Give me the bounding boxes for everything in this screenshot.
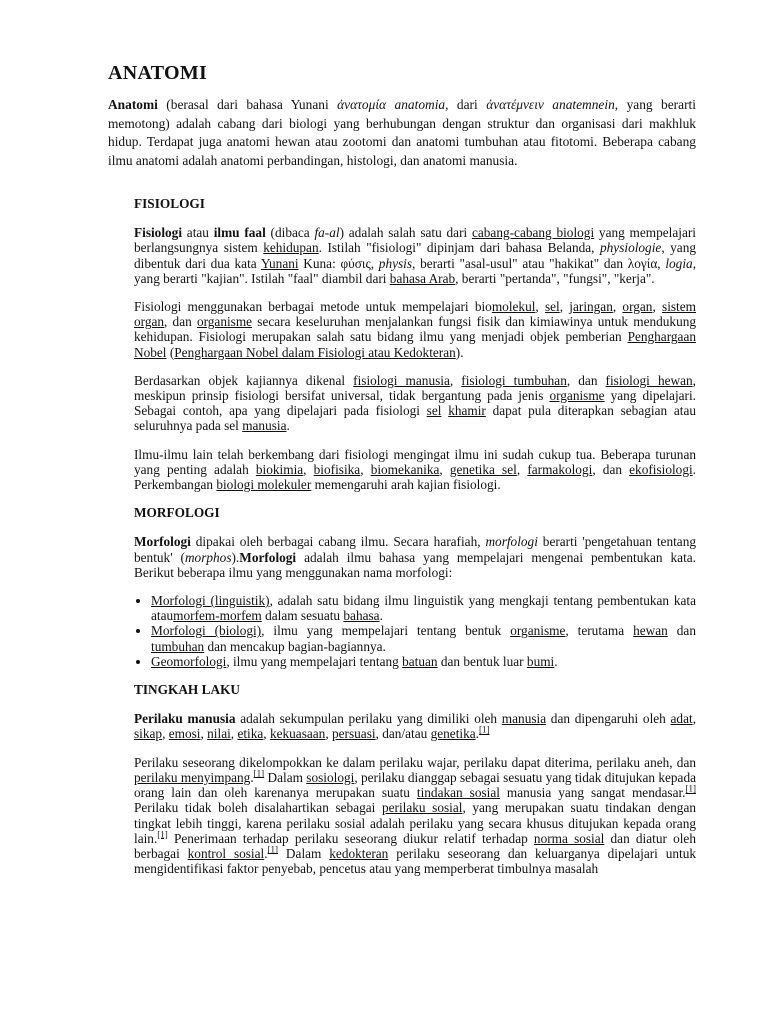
text: , dan bbox=[592, 461, 630, 477]
link[interactable]: kontrol sosial bbox=[187, 845, 265, 861]
link[interactable]: batuan bbox=[402, 653, 438, 669]
text: yang dipelajari. Sebagai contoh, apa yang dipelajari pada fisiologi bbox=[134, 388, 697, 419]
link[interactable]: Geomorfologi bbox=[151, 653, 227, 669]
tingkah-paragraph-1 bbox=[134, 711, 696, 741]
text: dipakai oleh berbagai cabang ilmu. Secara harafiah, bbox=[190, 534, 486, 550]
text: Penerimaan terhadap perilaku seseorang diukur relatif terhadap bbox=[167, 830, 534, 846]
section-heading-morfologi: MORFOLOGI bbox=[134, 505, 220, 521]
link[interactable]: kehidupan bbox=[263, 240, 319, 256]
text: Perilaku tidak boleh disalahartikan sebagai bbox=[134, 800, 382, 816]
link[interactable]: organ bbox=[622, 299, 653, 315]
text: dan diatur oleh berbagai bbox=[134, 830, 696, 861]
link[interactable]: bahasa Arab bbox=[389, 270, 456, 286]
morfologi-paragraph-1 bbox=[134, 534, 696, 580]
link[interactable]: bahasa bbox=[343, 608, 380, 624]
citation-label[interactable]: [1] bbox=[267, 844, 279, 855]
text: Perilaku seseorang dikelompokkan ke dalam perilaku wajar, perilaku dapat diterima, perilaku aneh, dan bbox=[134, 754, 696, 770]
text: , dari bbox=[445, 97, 487, 112]
link[interactable]: cabang-cabang biologi bbox=[471, 225, 595, 241]
citation-label[interactable]: [1] bbox=[478, 725, 490, 736]
list-item bbox=[151, 654, 696, 669]
text: secara keseluruhan menjalankan fungsi fisik dan kimiawinya untuk mendukung kehidupan. Fisiologi merupakan salah satu bidang ilmu yang menjadi objek pemberian bbox=[134, 314, 697, 345]
text: logia bbox=[665, 255, 693, 271]
term: Morfologi bbox=[134, 534, 191, 550]
link[interactable]: manusia bbox=[242, 418, 287, 434]
link[interactable]: emosi bbox=[168, 726, 201, 742]
link[interactable]: kekuasaan bbox=[269, 726, 326, 742]
link[interactable]: sel bbox=[544, 299, 560, 315]
text: , bbox=[200, 726, 208, 742]
text: , yang dibentuk dari dua kata bbox=[134, 240, 697, 271]
text: , bbox=[612, 299, 623, 315]
section-heading-fisiologi: FISIOLOGI bbox=[134, 196, 205, 211]
link[interactable]: Morfologi (biologi) bbox=[151, 623, 262, 639]
text: Dalam bbox=[264, 769, 307, 785]
text: Dalam bbox=[278, 845, 330, 861]
link[interactable]: biomekanika bbox=[370, 461, 440, 477]
text: . Perkembangan bbox=[134, 461, 696, 493]
text: . bbox=[264, 845, 268, 861]
text: dan mencakup bagian-bagiannya. bbox=[204, 638, 386, 654]
text: , dan bbox=[164, 314, 197, 330]
link[interactable]: bumi bbox=[526, 653, 555, 669]
text: , bbox=[692, 711, 697, 727]
text: , bbox=[360, 461, 371, 477]
link[interactable]: Penghargaan Nobel dalam Fisiologi atau Kedokteran bbox=[174, 344, 456, 360]
text: adalah sekumpulan perilaku yang dimiliki oleh bbox=[235, 711, 502, 727]
link[interactable]: ekofisiologi bbox=[629, 461, 693, 477]
link[interactable]: jaringan bbox=[569, 299, 613, 315]
text: berarti 'pengetahuan tentang bentuk' ( bbox=[134, 534, 696, 565]
link[interactable]: molekul bbox=[491, 299, 536, 315]
link[interactable]: persuasi bbox=[332, 726, 376, 742]
link[interactable]: organisme bbox=[549, 388, 605, 404]
link[interactable]: khamir bbox=[448, 403, 486, 419]
text: (berasal dari bahasa Yunani bbox=[157, 97, 338, 112]
text: Kuna: φύσις, bbox=[298, 255, 379, 271]
text: morphos bbox=[184, 549, 232, 565]
link[interactable]: fisiologi hewan bbox=[605, 372, 693, 388]
main-content bbox=[134, 196, 696, 889]
link[interactable]: fisiologi tumbuhan bbox=[461, 372, 567, 388]
text: , berarti "pertanda", "fungsi", "kerja". bbox=[455, 270, 655, 286]
text: adalah ilmu bahasa yang mempelajari mengenai pembentukan kata. Berikut beberapa ilmu yang menggunakan nama morfologi: bbox=[134, 549, 696, 580]
text: , yang merupakan suatu tindakan dengan tingkat lebih tinggi, karena perilaku sosial adalah perilaku yang secara khusus ditujukan kepada orang lain. bbox=[134, 800, 696, 846]
term: Fisiologi bbox=[134, 225, 183, 241]
text: memengaruhi arah kajian fisiologi. bbox=[311, 477, 501, 493]
citation-label[interactable]: [1] bbox=[685, 783, 696, 794]
text: , meskipun prinsip fisiologi bersifat universal, tidak bergantung pada jenis bbox=[134, 372, 696, 404]
link[interactable]: perilaku sosial bbox=[381, 800, 463, 816]
link[interactable]: farmakologi bbox=[527, 461, 593, 477]
text: , bbox=[230, 726, 238, 742]
text: dalam sesuatu bbox=[261, 608, 344, 624]
greek-term: ἀνατέμνειν anatemnein bbox=[486, 97, 615, 112]
link[interactable]: tindakan sosial bbox=[416, 785, 500, 801]
text: . Istilah "fisiologi" dipinjam dari bahasa Belanda, bbox=[318, 240, 600, 256]
text: , terutama bbox=[565, 623, 634, 639]
text: , bbox=[516, 461, 528, 477]
text: , bbox=[303, 461, 314, 477]
link[interactable]: etika bbox=[237, 726, 264, 742]
citation[interactable] bbox=[268, 844, 279, 854]
text: dapat pula diterapkan sebagian atau seluruhnya pada sel bbox=[134, 403, 696, 434]
text: , ilmu yang mempelajari tentang bbox=[226, 653, 403, 669]
text: ) adalah salah satu dari bbox=[339, 225, 472, 241]
text: , yang berarti memotong) adalah cabang dari biologi yang berhubungan dengan struktur dan organisasi dari makhluk hidup. Terdapat juga anatomi hewan atau zootomi dan anatomi tumbuhan atau fitotomi. Beberapa cabang ilmu anatomi adalah anatomi perbandingan, histologi, dan anatomi manusia. bbox=[108, 97, 696, 168]
link[interactable]: Penghargaan Nobel bbox=[134, 329, 696, 360]
text: . bbox=[475, 726, 479, 742]
text: . bbox=[379, 608, 383, 624]
text: , bbox=[652, 299, 663, 315]
text: , ilmu yang mempelajari tentang bentuk bbox=[261, 623, 511, 639]
link[interactable]: perilaku menyimpang bbox=[134, 769, 251, 785]
link[interactable]: hewan bbox=[633, 623, 668, 639]
link[interactable]: fisiologi manusia bbox=[353, 372, 450, 388]
tingkah-paragraph-2 bbox=[134, 755, 696, 877]
citation-label[interactable]: [1] bbox=[253, 768, 265, 779]
text: , dan/atau bbox=[375, 726, 431, 742]
greek-term: ἀνατομία anatomia bbox=[337, 97, 446, 112]
term: Perilaku manusia bbox=[134, 711, 236, 727]
term-anatomi: Anatomi bbox=[108, 97, 158, 112]
link[interactable]: Yunani bbox=[260, 255, 299, 271]
link[interactable]: sikap bbox=[134, 726, 163, 742]
citation[interactable] bbox=[479, 725, 490, 735]
text: , bbox=[559, 299, 570, 315]
link[interactable]: norma sosial bbox=[533, 830, 605, 846]
text: (dibaca bbox=[265, 225, 315, 241]
citation[interactable] bbox=[686, 784, 697, 794]
link[interactable]: morfem-morfem bbox=[173, 608, 262, 624]
fisiologi-paragraph-4 bbox=[134, 447, 696, 493]
text: , bbox=[449, 372, 462, 388]
link[interactable]: organisme bbox=[196, 314, 253, 330]
text: perilaku seseorang dan keluarganya dipelajari untuk mengidentifikasi faktor penyebab, pencetus atau yang memperberat timbulnya masalah bbox=[134, 845, 696, 877]
text: ). bbox=[455, 344, 464, 360]
text: . bbox=[286, 418, 290, 434]
fisiologi-paragraph-2 bbox=[134, 299, 696, 360]
link[interactable]: Morfologi (linguistik) bbox=[151, 593, 270, 609]
text: fa-al bbox=[314, 225, 340, 241]
text: . bbox=[554, 653, 558, 669]
text: yang mempelajari berlangsungnya sistem bbox=[134, 225, 696, 256]
text: physiologie bbox=[600, 240, 662, 256]
text: Ilmu-ilmu lain telah berkembang dari fisiologi mengingat ilmu ini sudah cukup tua. Beberapa turunan yang penting adalah bbox=[134, 446, 696, 477]
citation-label[interactable]: [1] bbox=[157, 829, 168, 840]
text: , yang berarti "kajian". Istilah "faal" diambil dari bbox=[134, 255, 697, 286]
fisiologi-paragraph-3 bbox=[134, 373, 696, 434]
term: ilmu faal bbox=[213, 225, 266, 241]
link[interactable]: biokimia bbox=[255, 461, 304, 477]
intro-paragraph bbox=[108, 96, 696, 170]
list-item bbox=[151, 593, 696, 623]
link[interactable]: manusia bbox=[501, 711, 547, 727]
text: Fisiologi menggunakan berbagai metode untuk mempelajari bio bbox=[134, 299, 492, 315]
text: dan bbox=[667, 623, 696, 639]
text: ( bbox=[166, 344, 175, 360]
text: , adalah satu bidang ilmu linguistik yang mengkaji tentang pembentukan kata atau bbox=[151, 593, 696, 624]
link[interactable]: genetika bbox=[430, 726, 476, 742]
fisiologi-paragraph-1 bbox=[134, 225, 696, 286]
text: , bbox=[263, 726, 270, 742]
text: manusia yang sangat mendasar. bbox=[499, 785, 686, 801]
citation[interactable] bbox=[157, 829, 168, 839]
link[interactable]: nilai bbox=[207, 726, 231, 742]
link[interactable]: genetika sel bbox=[449, 461, 517, 477]
text: , bbox=[325, 726, 332, 742]
text: , perilaku dianggap sebagai sesuatu yang tidak ditujukan kepada orang lain dan oleh karenanya merupakan suatu bbox=[134, 769, 696, 801]
link[interactable]: kedokteran bbox=[329, 845, 389, 861]
page-title: ANATOMI bbox=[108, 62, 208, 84]
link[interactable]: organisme bbox=[510, 623, 566, 639]
text: , bbox=[439, 461, 450, 477]
link[interactable]: tumbuhan bbox=[151, 638, 205, 654]
link[interactable]: adat bbox=[670, 711, 693, 727]
link[interactable]: sel bbox=[426, 403, 442, 419]
text: morfologi bbox=[485, 534, 538, 550]
link[interactable]: sistem organ bbox=[134, 299, 696, 330]
link[interactable]: biologi molekuler bbox=[216, 477, 312, 493]
text: dan dipengaruhi oleh bbox=[546, 711, 671, 727]
citation[interactable] bbox=[254, 768, 265, 778]
text: . bbox=[250, 769, 254, 785]
text: physis bbox=[378, 255, 413, 271]
text: ). bbox=[231, 549, 240, 565]
link[interactable]: sosiologi bbox=[306, 769, 355, 785]
term: Morfologi bbox=[239, 549, 297, 565]
section-heading-tingkah-laku: TINGKAH LAKU bbox=[134, 682, 241, 698]
text: , bbox=[162, 726, 169, 742]
list-item bbox=[151, 623, 696, 653]
text: Berdasarkan objek kajiannya dikenal bbox=[134, 372, 354, 388]
text: , bbox=[535, 299, 545, 315]
text: dan bentuk luar bbox=[437, 653, 527, 669]
text: , dan bbox=[566, 372, 606, 388]
text: , berarti "asal-usul" atau "hakikat" dan λογία, bbox=[412, 255, 666, 271]
text: atau bbox=[182, 225, 214, 241]
morfologi-list bbox=[134, 593, 696, 669]
link[interactable]: biofisika bbox=[313, 461, 361, 477]
